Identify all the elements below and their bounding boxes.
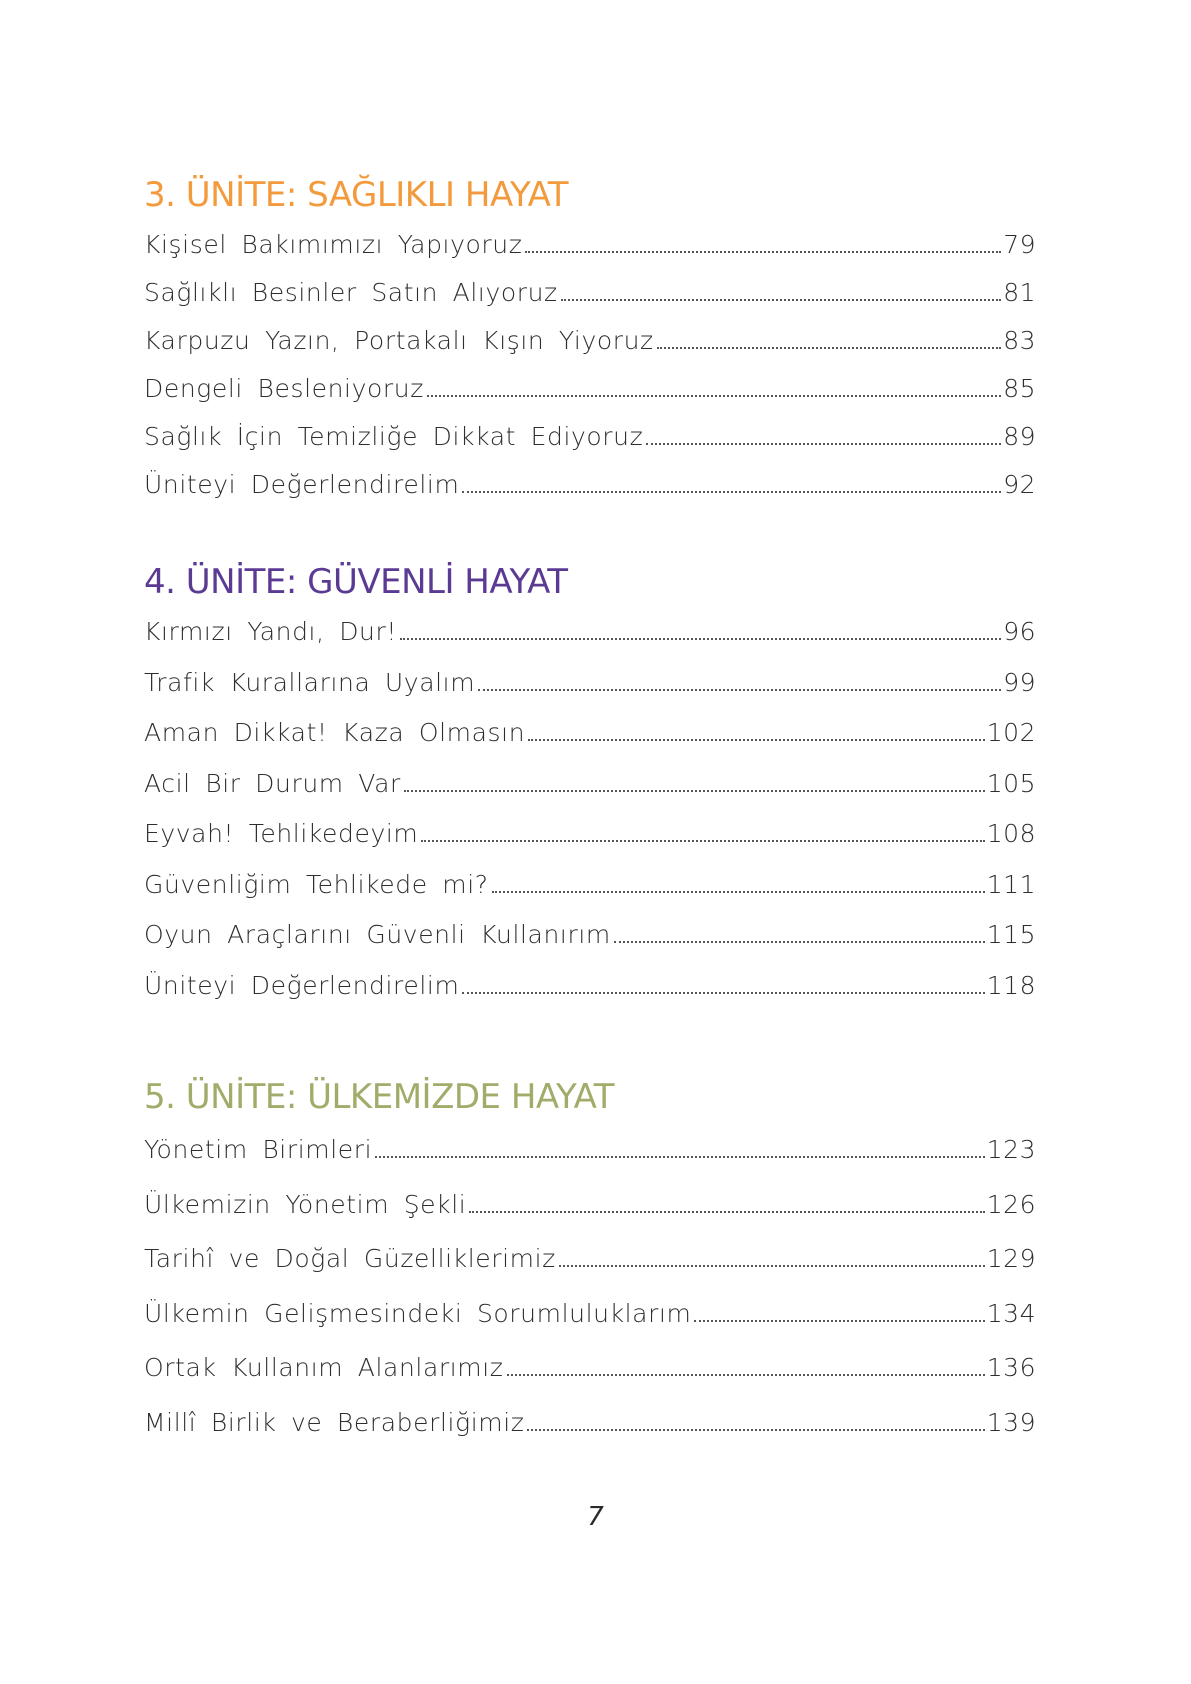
unit-title: 3. ÜNİTE: SAĞLIKLI HAYAT [144, 175, 569, 215]
toc-entry[interactable] [144, 759, 1036, 810]
toc-entry-title: Kırmızı Yandı, Dur! [144, 617, 397, 646]
toc-entry-page-number: 85 [1003, 374, 1036, 403]
toc-entry-title: Yönetim Birimleri [144, 1135, 373, 1164]
toc-entry[interactable] [144, 221, 1036, 269]
dot-leader [469, 1211, 984, 1213]
toc-entry[interactable] [144, 658, 1036, 709]
unit-4-section [144, 559, 1036, 1011]
dot-leader [657, 347, 1001, 349]
toc-entry-page-number: 89 [1003, 422, 1036, 451]
toc-entry-page-number: 108 [986, 819, 1036, 848]
dot-leader [462, 992, 984, 994]
toc-entry-page-number: 123 [986, 1135, 1036, 1164]
toc-entry-page-number: 118 [986, 970, 1036, 1000]
toc-entry-title: Güvenliğim Tehlikede mi? [144, 869, 489, 899]
toc-entry-page-number: 83 [1003, 326, 1036, 355]
dot-leader [694, 1320, 984, 1322]
toc-entry-title: Sağlıklı Besinler Satın Alıyoruz [144, 278, 558, 307]
dot-leader [646, 443, 1001, 445]
toc-entry[interactable] [144, 317, 1036, 365]
dot-leader [478, 689, 1001, 691]
toc-entry-page-number: 102 [986, 718, 1036, 747]
toc-entry[interactable] [144, 607, 1036, 658]
toc-entry[interactable] [144, 1232, 1036, 1287]
toc-entry-title: Acil Bir Durum Var [144, 768, 401, 798]
toc-entry-title: Dengeli Besleniyoruz [144, 374, 424, 403]
toc-entry-title: Aman Dikkat! Kaza Olmasın [144, 718, 526, 747]
toc-entry-title: Tarihî ve Doğal Güzelliklerimiz [144, 1244, 556, 1273]
toc-entry-title: Ülkemin Gelişmesindeki Sorumluluklarım [144, 1298, 692, 1328]
toc-entry[interactable] [144, 961, 1036, 1012]
toc-list [144, 1123, 1036, 1450]
toc-entry-page-number: 139 [986, 1407, 1036, 1437]
toc-entry-title: Kişisel Bakımımızı Yapıyoruz [144, 230, 523, 259]
toc-entry[interactable] [144, 461, 1036, 509]
dot-leader [375, 1156, 985, 1158]
dot-leader [561, 299, 1001, 301]
toc-entry-page-number: 92 [1003, 470, 1036, 499]
toc-entry[interactable] [144, 1341, 1036, 1396]
dot-leader [421, 840, 984, 842]
toc-entry-title: Ülkemizin Yönetim Şekli [144, 1189, 467, 1219]
toc-entry-page-number: 111 [986, 869, 1036, 899]
toc-entry-title: Üniteyi Değerlendirelim [144, 470, 460, 499]
toc-entry-page-number: 129 [986, 1244, 1036, 1273]
dot-leader [404, 790, 985, 792]
dot-leader [528, 739, 985, 741]
toc-entry[interactable] [144, 1123, 1036, 1178]
toc-entry-page-number: 126 [986, 1189, 1036, 1219]
toc-entry[interactable] [144, 1178, 1036, 1233]
unit-title: 4. ÜNİTE: GÜVENLİ HAYAT [144, 562, 568, 602]
toc-entry-page-number: 79 [1003, 230, 1036, 259]
toc-entry[interactable] [144, 1396, 1036, 1451]
toc-entry-title: Trafik Kurallarına Uyalım [144, 667, 476, 697]
toc-list [144, 607, 1036, 1011]
dot-leader [507, 1374, 985, 1376]
toc-entry-page-number: 81 [1003, 278, 1036, 307]
toc-entry-page-number: 136 [986, 1353, 1036, 1382]
dot-leader [525, 251, 1001, 253]
toc-entry[interactable] [144, 809, 1036, 860]
toc-entry-page-number: 115 [986, 920, 1036, 949]
toc-entry[interactable] [144, 365, 1036, 413]
toc-entry-title: Sağlık İçin Temizliğe Dikkat Ediyoruz [144, 422, 644, 451]
dot-leader [462, 491, 1001, 493]
toc-entry[interactable] [144, 910, 1036, 961]
unit-3-section [144, 172, 1036, 509]
dot-leader [400, 638, 1001, 640]
toc-entry[interactable] [144, 860, 1036, 911]
toc-entry-page-number: 105 [986, 768, 1036, 798]
toc-list [144, 221, 1036, 509]
page-number: 7 [587, 1502, 604, 1532]
toc-entry-title: Eyvah! Tehlikedeyim [144, 819, 419, 848]
dot-leader [427, 395, 1001, 397]
dot-leader [492, 891, 985, 893]
toc-entry-title: Oyun Araçlarını Güvenli Kullanırım [144, 920, 611, 949]
dot-leader [527, 1429, 984, 1431]
toc-entry[interactable] [144, 1287, 1036, 1342]
unit-title: 5. ÜNİTE: ÜLKEMİZDE HAYAT [144, 1077, 615, 1117]
toc-entry-title: Millî Birlik ve Beraberliğimiz [144, 1407, 525, 1437]
toc-entry[interactable] [144, 269, 1036, 317]
unit-5-section [144, 1074, 1036, 1450]
toc-entry-title: Üniteyi Değerlendirelim [144, 970, 460, 1000]
toc-entry-title: Ortak Kullanım Alanlarımız [144, 1353, 504, 1382]
toc-entry-page-number: 96 [1003, 617, 1036, 646]
toc-entry[interactable] [144, 708, 1036, 759]
dot-leader [559, 1265, 985, 1267]
toc-entry[interactable] [144, 413, 1036, 461]
toc-entry-page-number: 99 [1003, 667, 1036, 697]
toc-entry-page-number: 134 [986, 1298, 1036, 1328]
toc-entry-title: Karpuzu Yazın, Portakalı Kışın Yiyoruz [144, 326, 654, 355]
dot-leader [614, 941, 985, 943]
